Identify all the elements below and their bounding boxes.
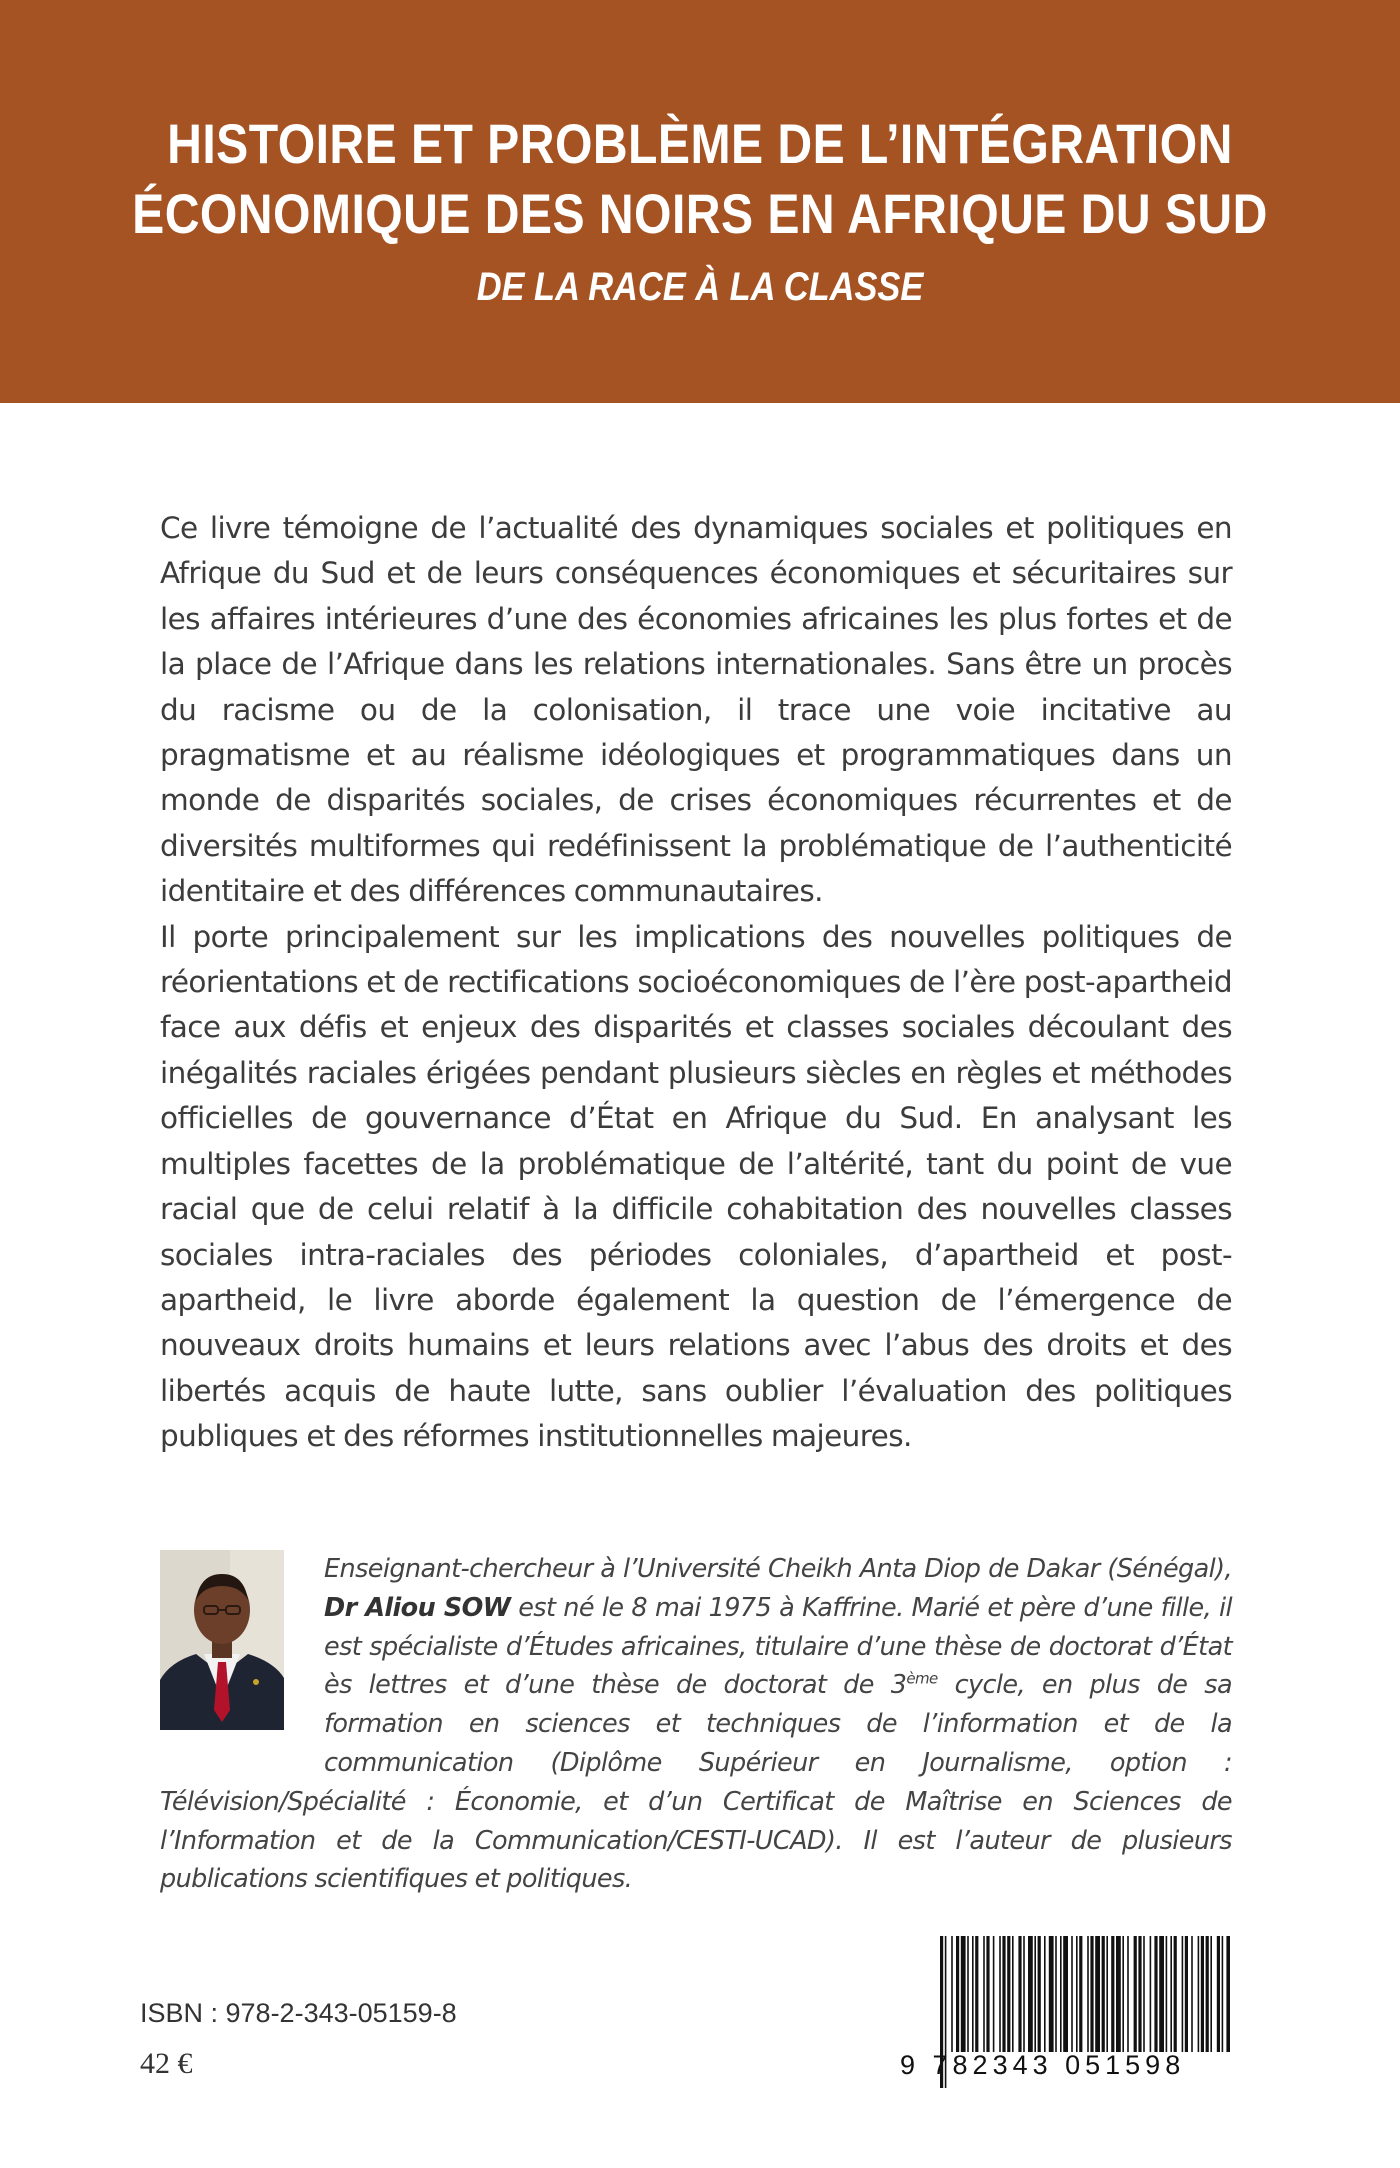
barcode-bar [1185,1936,1188,2052]
author-bio-superscript: ème [906,1669,938,1688]
author-bio-part-2: cycle, en plus de sa formation en sciences et techniques de l’information et de la communication (Diplôme Supérieur en Journalisme, option : Télévision/Spécialité : Économie, et d’un Certificat de Maîtrise en Sciences de l’Information et de la Communication/CESTI-UCAD). Il est l’auteur de plusieurs publications scientifiques et politiques. [160,1670,1232,1895]
barcode-bar [1055,1936,1057,2052]
barcode-bar [1095,1936,1100,2052]
barcode-bar [1063,1936,1068,2052]
barcode-bar [1127,1936,1129,2052]
barcode-bar [1206,1936,1209,2052]
price-label: 42 € [140,2047,193,2080]
author-intro: Enseignant-chercheur à l’Université Cheikh Anta Diop de Dakar (Sénégal), [324,1554,1232,1584]
barcode-bar [1060,1936,1062,2052]
isbn-label: ISBN : 978-2-343-05159-8 [140,1998,457,2028]
barcode-bar [1079,1936,1082,2052]
author-name: Dr Aliou SOW [324,1592,511,1623]
barcode-bar [993,1936,995,2052]
barcode-bar [1116,1936,1121,2052]
cover-header-band [0,0,1400,403]
barcode-bar [1007,1936,1010,2052]
barcode-bar [1226,1936,1230,2052]
barcode-bar [951,1936,953,2052]
barcode-bar [1106,1936,1108,2052]
barcode-bar [1038,1936,1041,2052]
barcode-bar [1034,1936,1036,2052]
barcode-bar [1150,1936,1152,2052]
barcode-bar [1071,1936,1073,2052]
barcode-bar [972,1936,974,2052]
barcode-bar [975,1936,978,2052]
blurb-paragraph-2: Il porte principalement sur les implications des nouvelles politiques de réorientations et de rectifications socioéconomiques de l’ère post-apartheid face aux défis et enjeux des disparités et classes sociales découlant des inégalités raciales érigées pendant plusieurs siècles en règles et méthodes officielles de gouvernance d’État en Afrique du Sud. En analysant les multiples facettes de la problématique de l’altérité, tant du point de vue racial que de celui relatif à la difficile cohabitation des nouvelles classes sociales intra-raciales des périodes coloniales, d’apartheid et post-apartheid, le livre aborde également la question de l’émergence de nouveaux droits humains et leurs relations avec l’abus des droits et des libertés acquis de haute lutte, sans oublier l’évaluation des politiques publiques et des réformes institutionnelles majeures. [160,919,1232,1454]
barcode-bar [1002,1936,1005,2052]
book-title-line-2: ÉCONOMIQUE DES NOIRS EN AFRIQUE DU SUD [132,182,1268,245]
barcode-bar [961,1936,966,2052]
back-cover-blurb [160,506,1232,1460]
barcode-bar [1222,1936,1224,2052]
barcode-bar [1076,1936,1078,2052]
barcode-bar [1087,1936,1089,2052]
barcode-bar [1044,1936,1046,2052]
barcode-bar [1170,1936,1172,2052]
barcode-bar [986,1936,989,2052]
barcode-bar [1111,1936,1114,2052]
barcode-bar [1090,1936,1093,2052]
barcode-bar [1159,1936,1164,2052]
barcode-bar [1018,1936,1021,2052]
barcode-bar [1143,1936,1145,2052]
barcode-bar [1210,1936,1212,2052]
barcode-number: 9 782343 051598 [900,2050,1186,2080]
barcode-bar [1102,1936,1105,2052]
barcode-bar [1028,1936,1033,2052]
barcode-bar [1154,1936,1157,2052]
barcode-bar [1049,1936,1054,2052]
book-title-line-1: HISTOIRE ET PROBLÈME DE L’INTÉGRATION [167,112,1233,175]
barcode-bar [956,1936,959,2052]
barcode-bar [1198,1936,1200,2052]
barcode-bar [1174,1936,1177,2052]
barcode-bar [1122,1936,1124,2052]
barcode-bar [1182,1936,1184,2052]
barcode-bar [999,1936,1001,2052]
barcode-bar [1012,1936,1014,2052]
barcode-bar [983,1936,985,2052]
barcode-bar [1134,1936,1137,2052]
author-biography [160,1550,1232,1899]
blurb-paragraph-1: Ce livre témoigne de l’actualité des dynamiques sociales et politiques en Afrique du Sud et de leurs conséquences économiques et sécuritaires sur les affaires intérieures d’une des économies africaines les plus fortes et de la place de l’Afrique dans les relations internationales. Sans être un procès du racisme ou de la colonisation, il trace une voie incitative au pragmatisme et au réalisme idéologiques et programmatiques dans un monde de disparités sociales, de crises économiques récurrentes et de diversités multiformes qui redéfinissent la problématique de l’authenticité identitaire et des différences communautaires. [160,511,1232,909]
author-bio-part-1: est né le 8 mai 1975 à Kaffrine. Marié et père d’une fille, il est spécialiste d’Études africaines, titulaire d’une thèse de doctorat d’État ès lettres et d’une thèse de doctorat de 3 [324,1592,1232,1701]
barcode-bar [1191,1936,1193,2052]
barcode-bar [967,1936,969,2052]
barcode-bar [1138,1936,1141,2052]
book-subtitle: DE LA RACE À LA CLASSE [476,265,924,309]
barcode-bar [1023,1936,1025,2052]
barcode-bar [1217,1936,1220,2052]
barcode-bar [1166,1936,1168,2052]
barcode-bar [1201,1936,1204,2052]
